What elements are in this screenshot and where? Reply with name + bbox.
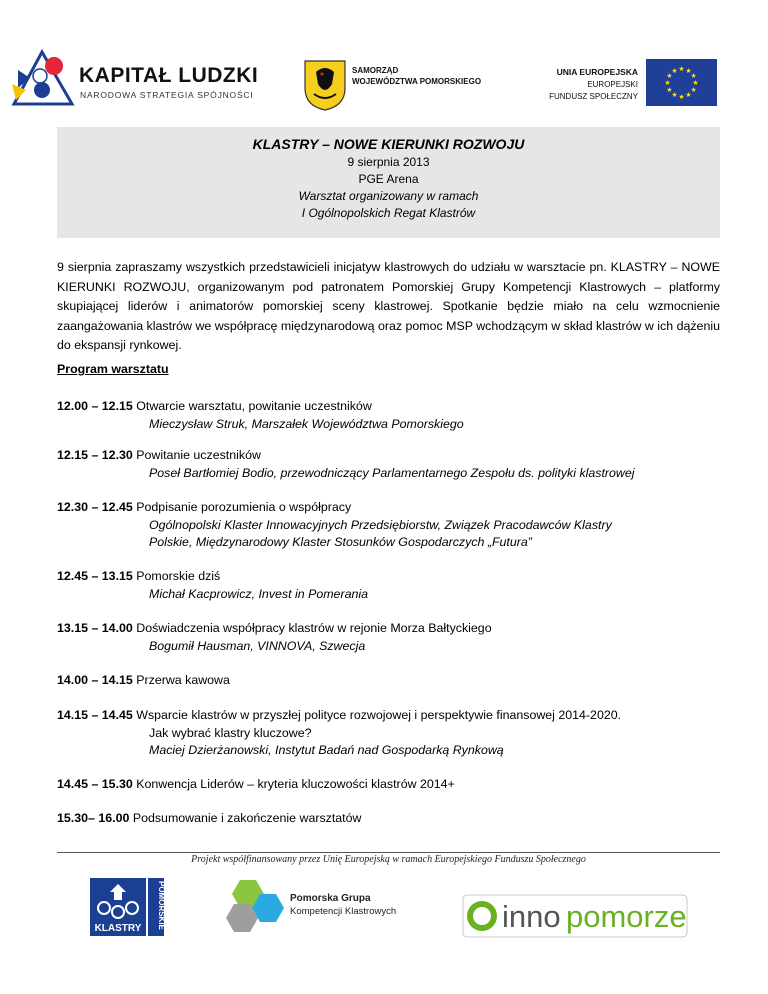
program-title: Przerwa kawowa xyxy=(136,673,230,687)
eu-star-icon: ★ xyxy=(692,80,699,87)
ue-line1: UNIA EUROPEJSKA xyxy=(556,67,638,77)
program-speaker-continued: Polskie, Międzynarodowy Klaster Stosunków Gospodarczych „Futura” xyxy=(149,535,532,549)
event-title: KLASTRY – NOWE KIERUNKI ROZWOJU xyxy=(252,136,525,152)
pomorskie-coat-of-arms-icon xyxy=(302,58,348,112)
program-item xyxy=(57,707,737,760)
kapital-ludzki-subtitle: NARODOWA STRATEGIA SPÓJNOŚCI xyxy=(80,90,254,100)
eu-star-icon: ★ xyxy=(666,73,673,80)
program-title: Wsparcie klastrów w przyszłej polityce rozwojowej i perspektywie finansowej 2014-2020. xyxy=(136,708,622,722)
pomorska-grupa-line1: Pomorska Grupa xyxy=(290,893,371,904)
ue-line2: EUROPEJSKI xyxy=(587,80,638,89)
eu-star-icon: ★ xyxy=(671,92,678,100)
eu-star-icon: ★ xyxy=(678,66,685,73)
eu-star-icon: ★ xyxy=(685,67,692,75)
program-title: Pomorskie dziś xyxy=(136,569,221,583)
ue-logo-text xyxy=(526,66,638,103)
innopomorze-logo-icon xyxy=(462,894,688,938)
samorzad-line2: WOJEWÓDZTWA POMORSKIEGO xyxy=(352,77,482,86)
event-title-box xyxy=(57,127,720,238)
program-item xyxy=(57,447,737,482)
footer-note: Projekt współfinansowany przez Unię Europejską w ramach Europejskiego Funduszu Społecznego xyxy=(191,854,586,865)
program-speaker: Mieczysław Struk, Marszałek Województwa Pomorskiego xyxy=(149,416,464,431)
program-title: Podpisanie porozumienia o współpracy xyxy=(136,500,352,514)
program-time: 12.15 – 12.30 xyxy=(57,448,133,462)
program-speaker: Bogumił Hausman, VINNOVA, Szwecja xyxy=(149,638,366,653)
program-heading: Program warsztatu xyxy=(57,362,169,376)
eu-star-icon: ★ xyxy=(666,87,673,94)
pomorska-grupa-line2: Kompetencji Klastrowych xyxy=(290,906,397,917)
ue-line3: FUNDUSZ SPOŁECZNY xyxy=(549,92,638,101)
program-time: 12.45 – 13.15 xyxy=(57,569,133,583)
program-speaker: Ogólnopolski Klaster Innowacyjnych Przedsiębiorstw, Związek Pracodawców Klastry xyxy=(149,517,612,532)
program-item xyxy=(57,568,737,603)
eu-star-icon: ★ xyxy=(685,92,692,100)
event-regatta: I Ogólnopolskich Regat Klastrów xyxy=(301,206,476,220)
program-time: 13.15 – 14.00 xyxy=(57,621,133,635)
kapital-ludzki-logo-icon xyxy=(12,48,82,106)
event-date: 9 sierpnia 2013 xyxy=(347,155,430,169)
program-item xyxy=(57,672,737,690)
klastry-pomorskie-logo-icon xyxy=(90,878,164,936)
eu-flag-icon xyxy=(646,59,717,106)
program-time: 14.15 – 14.45 xyxy=(57,708,133,722)
samorzad-line1: SAMORZĄD xyxy=(352,66,399,75)
eu-star-icon: ★ xyxy=(678,94,685,101)
program-speaker: Maciej Dzierżanowski, Instytut Badań nad Gospodarką Rynkową xyxy=(149,743,504,757)
inno-text: inno xyxy=(502,899,561,934)
eu-star-icon: ★ xyxy=(690,87,697,94)
pomorze-text: pomorze xyxy=(566,899,687,934)
program-time: 12.00 – 12.15 xyxy=(57,399,133,413)
program-time: 12.30 – 12.45 xyxy=(57,500,133,514)
program-speaker: Poseł Bartłomiej Bodio, przewodniczący Parlamentarnego Zespołu ds. polityki klastrowej xyxy=(149,465,635,480)
pomorska-grupa-text xyxy=(290,892,396,918)
program-title: Podsumowanie i zakończenie warsztatów xyxy=(132,811,362,825)
intro-paragraph: 9 sierpnia zapraszamy wszystkich przedstawicieli inicjatyw klastrowych do udziału w warsztacie pn. KLASTRY – NOWE KIERUNKI ROZWOJU, organizowanym pod patronatem Pomorskiej Grupy Kompetencji Klastrowych – platformy skupiającej liderów i animatorów pomorskiej sceny klastrowej. Spotkanie będzie miało na celu wzmocnienie zaangażowania klastrów we współpracę międzynarodową oraz pomoc MSP wchodzącym w skład klastrów w ich dążeniu do ekspansji rynkowej. xyxy=(57,260,720,353)
klastry-label: KLASTRY xyxy=(94,923,142,934)
program-title: Powitanie uczestników xyxy=(136,448,261,462)
event-organized: Warsztat organizowany w ramach xyxy=(298,189,479,203)
eu-star-icon: ★ xyxy=(690,73,697,80)
program-title: Doświadczenia współpracy klastrów w rejonie Morza Bałtyckiego xyxy=(136,621,492,635)
program-time: 15.30– 16.00 xyxy=(57,811,130,825)
kapital-ludzki-title: KAPITAŁ LUDZKI xyxy=(79,64,259,87)
program-speaker: Michał Kacprowicz, Invest in Pomerania xyxy=(149,586,368,601)
program-title: Otwarcie warsztatu, powitanie uczestników xyxy=(136,399,372,413)
program-title: Konwencja Liderów – kryteria kluczowości klastrów 2014+ xyxy=(136,777,455,791)
program-item xyxy=(57,499,737,552)
eu-star-icon: ★ xyxy=(664,80,671,87)
pomorska-grupa-logo-icon xyxy=(222,878,288,936)
program-item xyxy=(57,810,737,828)
program-time: 14.00 – 14.15 xyxy=(57,673,133,687)
klastry-vertical-label: POMORSKIE xyxy=(157,881,166,930)
eu-star-icon: ★ xyxy=(671,67,678,75)
footer-divider xyxy=(57,852,720,853)
event-place: PGE Arena xyxy=(358,172,419,186)
program-item xyxy=(57,398,737,433)
program-title-continued: Jak wybrać klastry kluczowe? xyxy=(149,725,312,740)
samorzad-logo-text xyxy=(352,65,481,87)
program-item xyxy=(57,620,737,655)
program-item xyxy=(57,776,737,794)
program-time: 14.45 – 15.30 xyxy=(57,777,133,791)
